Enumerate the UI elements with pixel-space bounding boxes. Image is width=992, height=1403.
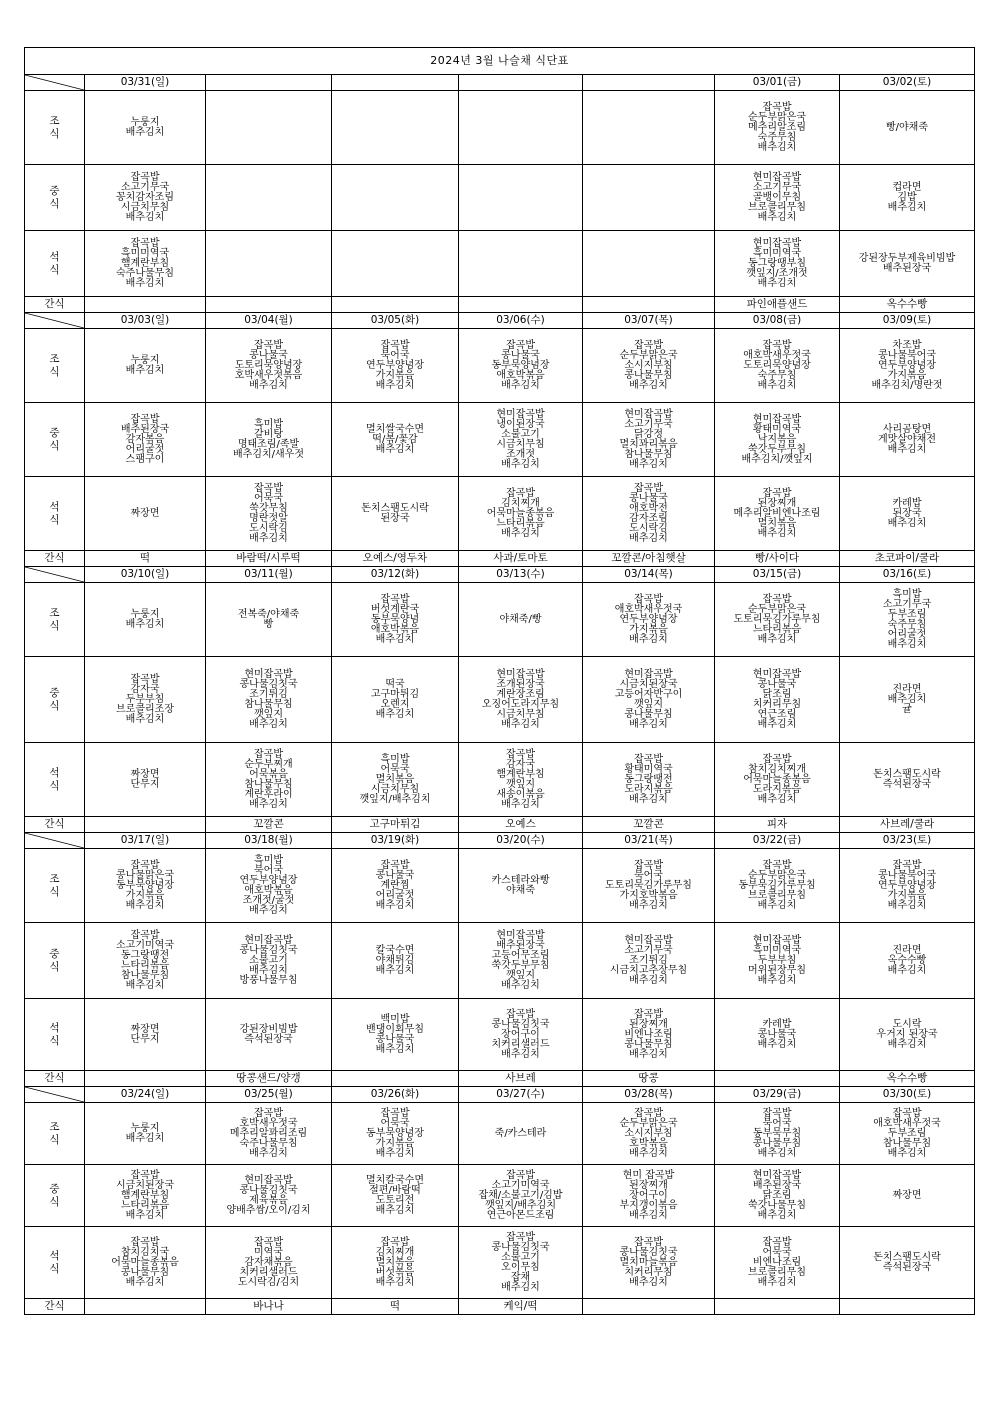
dinner-row: [25, 743, 975, 817]
dinner-cell: 흑미밥 어묵국 멸치볶음 시금치무침 깻잎지/배추김치: [332, 743, 459, 817]
date-cell: 03/27(수): [459, 1087, 583, 1103]
date-cell: 03/09(토): [840, 313, 975, 329]
lunch-cell: 현미잡곡밥 조개된장국 계란장조림 오징어도라지무침 시금치무침 배추김치: [459, 657, 583, 743]
breakfast-cell: 잡곡밥 순두부맑은국 도토리묵김가루무침 느타리볶음 배추김치: [715, 583, 840, 657]
breakfast-label: 조 식: [25, 91, 85, 165]
date-cell: [206, 75, 332, 91]
dinner-cell: 짜장면 단무지: [85, 999, 206, 1071]
breakfast-cell: 잡곡밥 순두부맑은국 소시지부침 콩나물무침 배추김치: [583, 329, 715, 403]
dinner-label: 석 식: [25, 231, 85, 297]
lunch-label: 중 식: [25, 1165, 85, 1227]
lunch-cell: 짜장면: [840, 1165, 975, 1227]
date-cell: 03/13(수): [459, 567, 583, 583]
snack-cell: [85, 1299, 206, 1315]
date-cell: 03/08(금): [715, 313, 840, 329]
breakfast-row: [25, 91, 975, 165]
dinner-cell: 잡곡밥 참치김치찌개 어묵마늘종볶음 도라지볶음 배추김치: [715, 743, 840, 817]
date-cell: 03/19(화): [332, 833, 459, 849]
lunch-cell: 떡국 고구마튀김 오렌지 배추김치: [332, 657, 459, 743]
lunch-label: 중 식: [25, 657, 85, 743]
date-cell: 03/10(일): [85, 567, 206, 583]
snack-cell: 바람떡/시루떡: [206, 551, 332, 567]
diagonal-corner: [25, 313, 85, 329]
snack-label: 간식: [25, 551, 85, 567]
lunch-row: [25, 657, 975, 743]
dinner-cell: 돈치스팸도시락 즉석된장국: [840, 1227, 975, 1299]
diagonal-corner: [25, 833, 85, 849]
date-cell: 03/05(화): [332, 313, 459, 329]
dinner-cell: [459, 231, 583, 297]
snack-cell: 땅콩샌드/양갱: [206, 1071, 332, 1087]
snack-cell: [85, 817, 206, 833]
lunch-cell: 잡곡밥 소고기미역국 잡채/소불고기/김밥 깻잎지/배추김치 연근아몬드조림: [459, 1165, 583, 1227]
snack-cell: 사브레/쿨라: [840, 817, 975, 833]
lunch-cell: 현미잡곡밥 소고기무국 골뱅이무침 브로콜리무침 배추김치: [715, 165, 840, 231]
date-cell: 03/25(월): [206, 1087, 332, 1103]
date-cell: [583, 75, 715, 91]
breakfast-cell: 누룽지 배추김치: [85, 91, 206, 165]
snack-cell: 사과/토마토: [459, 551, 583, 567]
dinner-cell: 짜장면: [85, 477, 206, 551]
lunch-cell: 잡곡밥 시금치된장국 햄계란부침 느타리볶음 배추김치: [85, 1165, 206, 1227]
date-cell: 03/21(목): [583, 833, 715, 849]
lunch-cell: 현미잡곡밥 콩나물김칫국 조기튀김 참나물무침 깻잎지 배추김치: [206, 657, 332, 743]
snack-cell: 고구마튀김: [332, 817, 459, 833]
date-cell: 03/24(일): [85, 1087, 206, 1103]
breakfast-cell: 잡곡밥 콩나물국 계란찜 어리굴젓 배추김치: [332, 849, 459, 923]
breakfast-cell: 잡곡밥 버섯계란국 동부묵양념 애호박볶음 배추김치: [332, 583, 459, 657]
dinner-cell: 잡곡밥 콩나물김칫국 소불고기 오이무침 잡채 배추김치: [459, 1227, 583, 1299]
dinner-label: 석 식: [25, 743, 85, 817]
date-cell: 03/29(금): [715, 1087, 840, 1103]
dinner-cell: [583, 231, 715, 297]
lunch-cell: 현미잡곡밥 콩나물국 닭조림 치커리무침 연근조림 배추김치: [715, 657, 840, 743]
date-cell: 03/30(토): [840, 1087, 975, 1103]
snack-cell: 케익/떡: [459, 1299, 583, 1315]
breakfast-row: [25, 1103, 975, 1165]
dinner-cell: 잡곡밥 미역국 감자채볶음 치커리샐러드 도시락김/김치: [206, 1227, 332, 1299]
lunch-cell: 멸치쌀국수면 떡/볶/꽃감 배추김치: [332, 403, 459, 477]
lunch-cell: 사리곰탕면 게맛살야채전 배추김치: [840, 403, 975, 477]
dinner-label: 석 식: [25, 999, 85, 1071]
dinner-cell: 강된장두부제육비빔밥 배추된장국: [840, 231, 975, 297]
snack-cell: 옥수수빵: [840, 1071, 975, 1087]
dinner-cell: 잡곡밥 김치찌개 어묵마늘종볶음 느타리볶음 배추김치: [459, 477, 583, 551]
date-row: [25, 75, 975, 91]
snack-cell: 바나나: [206, 1299, 332, 1315]
breakfast-cell: 잡곡밥 호박새우젓국 메추리알꽈리조림 숙주나물무침 배추김치: [206, 1103, 332, 1165]
breakfast-cell: 잡곡밥 콩나물국 동부묵양념장 애호박볶음 배추김치: [459, 329, 583, 403]
lunch-row: [25, 923, 975, 999]
dinner-cell: 도시락 우거지 된장국 배추김치: [840, 999, 975, 1071]
snack-cell: 사브레: [459, 1071, 583, 1087]
dinner-cell: [332, 231, 459, 297]
date-cell: 03/16(토): [840, 567, 975, 583]
lunch-cell: 현미잡곡밥 콩나물김칫국 소불고기 배추김치 방풍나물무침: [206, 923, 332, 999]
snack-row: [25, 297, 975, 313]
dinner-cell: 잡곡밥 흑미미역국 햄계란부침 숙주나물무침 배추김치: [85, 231, 206, 297]
dinner-cell: 잡곡밥 어묵국 쑥갓무침 명란젓알 도시락김 배추김치: [206, 477, 332, 551]
breakfast-cell: 잡곡밥 북어국 도토리묵김가루무침 가지호박볶음 배추김치: [583, 849, 715, 923]
breakfast-cell: 죽/카스테라: [459, 1103, 583, 1165]
dinner-cell: 백미밥 밴댕이회무침 콩나물국 배추김치: [332, 999, 459, 1071]
lunch-cell: [206, 165, 332, 231]
dinner-cell: 잡곡밥 된장찌개 비엔나조림 콩나물무침 배추김치: [583, 999, 715, 1071]
lunch-cell: 컵라면 김밥 배추김치: [840, 165, 975, 231]
dinner-cell: 잡곡밥 감자국 햄계란부침 깻잎지 새송이볶음 배추김치: [459, 743, 583, 817]
snack-cell: 떡: [332, 1299, 459, 1315]
snack-cell: [715, 1071, 840, 1087]
lunch-cell: 진라면 옥수수빵 배추김치: [840, 923, 975, 999]
dinner-cell: 강된장비빔밥 즉석된장국: [206, 999, 332, 1071]
snack-label: 간식: [25, 817, 85, 833]
snack-cell: [332, 1071, 459, 1087]
breakfast-cell: 야채죽/빵: [459, 583, 583, 657]
date-row: [25, 833, 975, 849]
breakfast-label: 조 식: [25, 583, 85, 657]
snack-cell: 옥수수빵: [840, 297, 975, 313]
lunch-cell: 현미잡곡밥 배추된장국 고등어무조림 쑥갓두부무침 깻잎지 배추김치: [459, 923, 583, 999]
date-row: [25, 1087, 975, 1103]
snack-cell: 오예스: [459, 817, 583, 833]
date-cell: [332, 75, 459, 91]
dinner-cell: 잡곡밥 콩나물김칫국 멸치마늘볶음 치커리무침 배추김치: [583, 1227, 715, 1299]
snack-label: 간식: [25, 1299, 85, 1315]
lunch-cell: 멸치칼국수면 절편/바람떡 도토리전 배추김치: [332, 1165, 459, 1227]
lunch-cell: 진라면 배추김치 귤: [840, 657, 975, 743]
lunch-cell: [583, 165, 715, 231]
dinner-cell: 돈치스팸도시락 즉석된장국: [840, 743, 975, 817]
breakfast-row: [25, 849, 975, 923]
lunch-cell: 현미잡곡밥 콩나물김칫국 제육볶음 양배추쌈/오이/김치: [206, 1165, 332, 1227]
date-cell: [459, 75, 583, 91]
snack-row: [25, 1071, 975, 1087]
snack-row: [25, 817, 975, 833]
diagonal-corner: [25, 567, 85, 583]
date-cell: 03/01(금): [715, 75, 840, 91]
date-cell: 03/31(일): [85, 75, 206, 91]
dinner-cell: 카레밥 콩나물국 배추김치: [715, 999, 840, 1071]
date-cell: 03/14(목): [583, 567, 715, 583]
diagonal-corner: [25, 1087, 85, 1103]
dinner-label: 석 식: [25, 1227, 85, 1299]
lunch-cell: 잡곡밥 배추된장국 감자볶음 어리굴젓 스팸구이: [85, 403, 206, 477]
dinner-cell: 잡곡밥 콩나물국 애호박전 감자조림 도시락김 배추김치: [583, 477, 715, 551]
snack-cell: [840, 1299, 975, 1315]
lunch-row: [25, 1165, 975, 1227]
lunch-cell: 현미잡곡밥 흑미미역국 두부부침 머위된장무침 배추김치: [715, 923, 840, 999]
date-cell: 03/06(수): [459, 313, 583, 329]
page-title: 2024년 3월 나슬채 식단표: [25, 48, 975, 75]
breakfast-cell: 잡곡밥 순두부맑은국 동부묵김가루무침 브로콜리무침 배추김치: [715, 849, 840, 923]
date-cell: 03/17(일): [85, 833, 206, 849]
date-cell: 03/04(월): [206, 313, 332, 329]
dinner-label: 석 식: [25, 477, 85, 551]
dinner-cell: 잡곡밥 황태미역국 동그랑땡전 도라지볶음 배추김치: [583, 743, 715, 817]
breakfast-cell: 빵/야채죽: [840, 91, 975, 165]
lunch-cell: 현미잡곡밥 소고기무국 닭강정 멸치꽈리볶음 참나물무침 배추김치: [583, 403, 715, 477]
dinner-cell: 짜장면 단무지: [85, 743, 206, 817]
breakfast-cell: [332, 91, 459, 165]
breakfast-cell: 전복죽/야채죽 빵: [206, 583, 332, 657]
breakfast-cell: 잡곡밥 순두부맑은국 메추리알조림 숙주무침 배추김치: [715, 91, 840, 165]
snack-cell: 피자: [715, 817, 840, 833]
lunch-row: [25, 165, 975, 231]
snack-cell: 떡: [85, 551, 206, 567]
lunch-cell: [459, 165, 583, 231]
lunch-row: [25, 403, 975, 477]
date-cell: 03/07(목): [583, 313, 715, 329]
date-row: [25, 313, 975, 329]
breakfast-cell: 잡곡밥 어묵국 동부묵양념장 가지볶음 배추김치: [332, 1103, 459, 1165]
snack-cell: [332, 297, 459, 313]
breakfast-label: 조 식: [25, 849, 85, 923]
snack-row: [25, 1299, 975, 1315]
lunch-cell: 현미 잡곡밥 된장찌개 장어구이 부지갱이볶음 배추김치: [583, 1165, 715, 1227]
date-cell: 03/23(토): [840, 833, 975, 849]
snack-cell: 꼬깔콘: [206, 817, 332, 833]
snack-cell: 오예스/영두차: [332, 551, 459, 567]
breakfast-cell: 차조밥 콩나물북어국 연두부양념장 가지볶음 배추김치/명란젓: [840, 329, 975, 403]
dinner-cell: 잡곡밥 된장찌개 메추리알비엔나조림 멸치볶음 배추김치: [715, 477, 840, 551]
snack-cell: [583, 1299, 715, 1315]
dinner-row: [25, 999, 975, 1071]
date-cell: 03/28(목): [583, 1087, 715, 1103]
lunch-cell: 잡곡밥 소고기무국 꽁치감자조림 시금치무침 배추김치: [85, 165, 206, 231]
lunch-label: 중 식: [25, 165, 85, 231]
lunch-label: 중 식: [25, 923, 85, 999]
breakfast-cell: 흑미밥 북어국 연두부양념장 애호박볶음 조개젓/굴젓 배추김치: [206, 849, 332, 923]
date-cell: 03/18(월): [206, 833, 332, 849]
dinner-cell: [206, 231, 332, 297]
breakfast-cell: 잡곡밥 콩나물국 도토리묵양념장 호박새우젓볶음 배추김치: [206, 329, 332, 403]
snack-cell: 땅콩: [583, 1071, 715, 1087]
snack-cell: [85, 297, 206, 313]
dinner-cell: 잡곡밥 김치찌개 멸치볶음 버섯볶음 배추김치: [332, 1227, 459, 1299]
lunch-cell: 현미잡곡밥 냉이된장국 소불고기 시금치무침 조개젓 배추김치: [459, 403, 583, 477]
date-cell: 03/12(화): [332, 567, 459, 583]
breakfast-cell: 누룽지 배추김치: [85, 1103, 206, 1165]
snack-label: 간식: [25, 297, 85, 313]
breakfast-cell: 잡곡밥 애호박새우젓국 도토리묵양념장 숙주무침 배추김치: [715, 329, 840, 403]
lunch-cell: 잡곡밥 소고기미역국 동그랑땡전 느타리볶음 참나물무침 배추김치: [85, 923, 206, 999]
snack-label: 간식: [25, 1071, 85, 1087]
lunch-cell: 칼국수면 야채튀김 배추김치: [332, 923, 459, 999]
dinner-cell: 카레밥 된장국 배추김치: [840, 477, 975, 551]
lunch-cell: 현미잡곡밥 시금치된장국 고등어자반구이 깻잎지 콩나물무침 배추김치: [583, 657, 715, 743]
date-cell: 03/15(금): [715, 567, 840, 583]
meal-plan-table: [24, 47, 975, 1315]
dinner-cell: 잡곡밥 어묵국 비엔나조림 브로콜리무침 배추김치: [715, 1227, 840, 1299]
snack-cell: [715, 1299, 840, 1315]
date-cell: 03/20(수): [459, 833, 583, 849]
breakfast-cell: [583, 91, 715, 165]
date-row: [25, 567, 975, 583]
snack-row: [25, 551, 975, 567]
breakfast-label: 조 식: [25, 329, 85, 403]
snack-cell: 꼬깔콘/아침햇살: [583, 551, 715, 567]
lunch-cell: 현미잡곡밥 황태미역국 낙지볶음 쑥갓두부무침 배추김치/깻잎지: [715, 403, 840, 477]
date-cell: 03/03(일): [85, 313, 206, 329]
snack-cell: 파인애플샌드: [715, 297, 840, 313]
date-cell: 03/11(월): [206, 567, 332, 583]
snack-cell: [459, 297, 583, 313]
snack-cell: 꼬깔콘: [583, 817, 715, 833]
breakfast-cell: 누룽지 배추김치: [85, 583, 206, 657]
lunch-cell: 현미잡곡밥 소고기무국 조기튀김 시금치고추장무침 배추김치: [583, 923, 715, 999]
lunch-label: 중 식: [25, 403, 85, 477]
breakfast-cell: 잡곡밥 북어국 동부묵무침 콩나물무침 배추김치: [715, 1103, 840, 1165]
lunch-cell: 흑미밥 갈비탕 명태조림/족발 배추김치/새우젓: [206, 403, 332, 477]
dinner-cell: 현미잡곡밥 흑미미역국 동그랑땡부침 깻잎지/조개젓 배추김치: [715, 231, 840, 297]
snack-cell: [85, 1071, 206, 1087]
lunch-cell: [332, 165, 459, 231]
dinner-cell: 잡곡밥 콩나물김칫국 장어구이 치커리샐러드 배추김치: [459, 999, 583, 1071]
breakfast-row: [25, 329, 975, 403]
breakfast-cell: 누룽지 배추김치: [85, 329, 206, 403]
date-cell: 03/02(토): [840, 75, 975, 91]
breakfast-cell: 잡곡밥 애호박새우젓국 두부조림 참나물무침 배추김치: [840, 1103, 975, 1165]
breakfast-cell: 잡곡밥 콩나물북어국 연두부양념장 가지볶음 배추김치: [840, 849, 975, 923]
breakfast-cell: [459, 91, 583, 165]
breakfast-cell: 카스테라와빵 야채죽: [459, 849, 583, 923]
lunch-cell: 잡곡밥 감자국 두부부침 브로콜리조장 배추김치: [85, 657, 206, 743]
snack-cell: [583, 297, 715, 313]
dinner-row: [25, 1227, 975, 1299]
breakfast-row: [25, 583, 975, 657]
dinner-cell: 돈치스팸도시락 된장국: [332, 477, 459, 551]
date-cell: 03/22(금): [715, 833, 840, 849]
breakfast-cell: 잡곡밥 콩나물맑은국 동부묵양념장 가지볶음 배추김치: [85, 849, 206, 923]
breakfast-cell: 잡곡밥 북어국 연두부양념장 가지볶음 배추김치: [332, 329, 459, 403]
breakfast-cell: [206, 91, 332, 165]
breakfast-cell: 잡곡밥 애호박새우젓국 연두부양념장 가지볶음 배추김치: [583, 583, 715, 657]
date-cell: 03/26(화): [332, 1087, 459, 1103]
breakfast-cell: 흑미밥 소고기무국 두부조림 숙주무침 어리굴젓 배추김치: [840, 583, 975, 657]
breakfast-label: 조 식: [25, 1103, 85, 1165]
dinner-cell: 잡곡밥 참치김치국 어묵마늘종볶음 콩나물무침 배추김치: [85, 1227, 206, 1299]
lunch-cell: 현미잡곡밥 배추된장국 닭조림 쑥갓나물무침 배추김치: [715, 1165, 840, 1227]
dinner-row: [25, 231, 975, 297]
snack-cell: [206, 297, 332, 313]
breakfast-cell: 잡곡밥 순두부맑은국 소시지부침 호박볶음 배추김치: [583, 1103, 715, 1165]
snack-cell: 빵/사이다: [715, 551, 840, 567]
snack-cell: 초코파이/쿨라: [840, 551, 975, 567]
diagonal-corner: [25, 75, 85, 91]
dinner-cell: 잡곡밥 순두부찌개 어묵볶음 참나물무침 계란후라이 배추김치: [206, 743, 332, 817]
dinner-row: [25, 477, 975, 551]
